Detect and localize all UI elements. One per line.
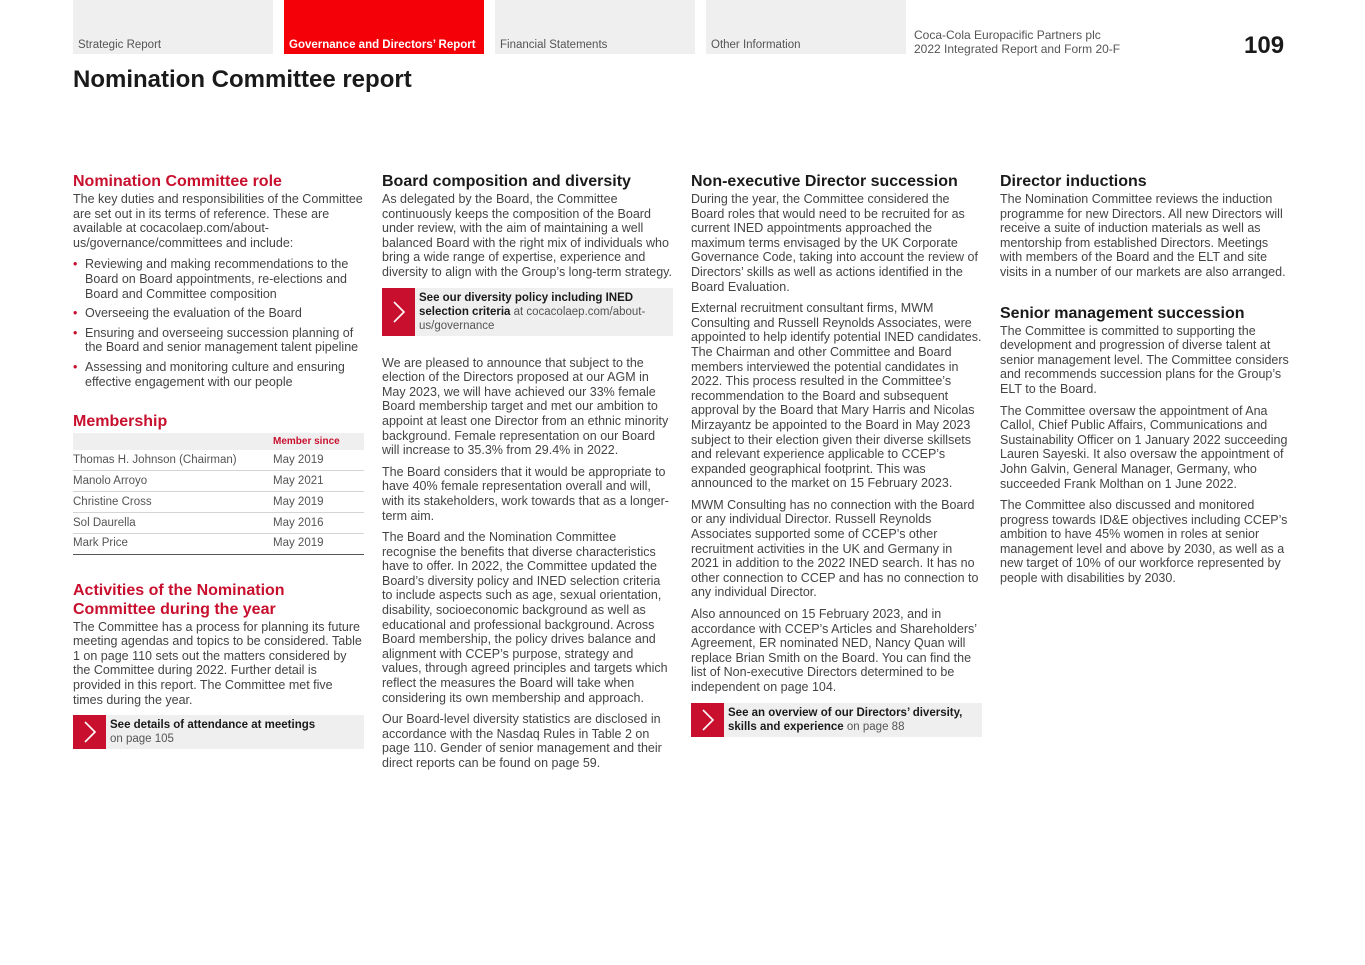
paragraph: During the year, the Committee considered the Board roles that would need to be recruited for as current INED appointments approached the maximum terms envisaged by the UK Corporate Governance Code, taking into account the review of Directors’ skills as well as actions identified in the Board Evaluation.: [691, 192, 978, 294]
tab-governance[interactable]: Governance and Directors’ Report: [284, 0, 484, 54]
section-tabs: [73, 0, 917, 54]
duties-list: [73, 257, 364, 389]
paragraph: MWM Consulting has no connection with the Board or any individual Director. Russell Reynolds Associates supported some of CCEP’s other recruitment activities in the UK and Germany in 2021 in addition to the 2022 INED search. It has no other connection to CCEP and has no connection to any individual Director.: [691, 497, 979, 600]
member-since-header: Member since: [273, 433, 364, 450]
chevron-right-icon: [691, 703, 724, 737]
page-title: Nomination Committee report: [73, 66, 412, 93]
column-4: [1000, 172, 1291, 593]
paragraph: The Nomination Committee reviews the induction programme for new Directors. All new Directors will receive a suite of induction materials as well as mentorship from established Directors. Meetings with members of the Board and the ELT and site visits in a number of our markets are also arranged.: [1000, 192, 1286, 279]
paragraph: The Board considers that it would be appropriate to have 40% female representation overall and will, with its stakeholders, work towards that as a longer-term aim.: [382, 464, 669, 523]
paragraph: The Committee oversaw the appointment of Ana Callol, Chief Public Affairs, Communications and Sustainability Officer on 1 January 2022 succeeding Lauren Sayeski. It also oversaw the appointment of John Galvin, General Manager, Germany, who succeeded Frank Molthan on 1 June 2022.: [1000, 403, 1288, 491]
paragraph: Our Board-level diversity statistics are disclosed in accordance with the Nasdaq Rules in Table 2 on page 110. Gender of senior management and their direct reports can be found on page 59.: [382, 712, 662, 770]
diversity-policy-link[interactable]: See our diversity policy including INED selection criteria at cocacolaep.com/about-us/governance: [382, 288, 673, 336]
list-item: • Assessing and monitoring culture and ensuring effective engagement with our people: [73, 360, 364, 389]
table-header-row: [73, 433, 364, 450]
list-item: • Overseeing the evaluation of the Board: [73, 306, 364, 321]
activities-text: The Committee has a process for planning its future meeting agendas and topics to be considered. Table 1 on page 110 sets out the matters considered by the Committee during 2022. Further detail is provided in this report. The Committee met five times during the year.: [73, 619, 362, 707]
page-number: 109: [1244, 32, 1285, 59]
chevron-right-icon: [382, 288, 415, 336]
role-heading: Nomination Committee role: [73, 173, 282, 190]
report-name: Coca-Cola Europacific Partners plc 2022 Integrated Report and Form 20-F: [914, 28, 1121, 56]
table-row: Thomas H. Johnson (Chairman) May 2019: [73, 450, 364, 471]
paragraph: The Committee is committed to supporting the development and progression of diverse talent at senior management level. The Committee considers and recommends succession plans for the Group’s ELT to the Board.: [1000, 323, 1289, 396]
tab-strategic-report[interactable]: Strategic Report: [73, 0, 273, 54]
membership-table: [73, 433, 364, 554]
table-row: Manolo Arroyo May 2021: [73, 471, 364, 492]
directors-diversity-link[interactable]: See an overview of our Directors’ diversity, skills and experience on page 88: [691, 703, 982, 737]
director-inductions-heading: Director inductions: [1000, 173, 1147, 190]
column-1: [73, 172, 364, 759]
table-row: Sol Daurella May 2016: [73, 513, 364, 534]
paragraph: We are pleased to announce that subject to the election of the Directors proposed at our AGM in May 2023, we will have achieved our 33% female Board membership target and met our ambition to appoint at least one Director from an ethnic minority background. Female representation on our Board will increase to 35.3% from 29.4% in 2022.: [382, 355, 669, 458]
tab-other-information[interactable]: Other Information: [706, 0, 906, 54]
chevron-right-icon: [73, 715, 106, 749]
table-row: Mark Price May 2019: [73, 533, 364, 554]
senior-succession-heading: Senior management succession: [1000, 304, 1245, 322]
role-text: The key duties and responsibilities of the Committee are set out in its terms of reference. These are available at cocacolaep.com/about-us/governance/committees and include:: [73, 192, 363, 250]
paragraph: As delegated by the Board, the Committee continuously keeps the composition of the Board under review, with the aim of maintaining a well balanced Board with the right mix of individuals who bring a wide range of expertise, experience and diversity to align with the Group’s long-term strategy.: [382, 192, 672, 279]
list-item: • Reviewing and making recommendations to the Board on Board appointments, re-elections and Board and Committee composition: [73, 257, 364, 301]
ned-succession-heading: Non-executive Director succession: [691, 173, 958, 190]
paragraph: The Committee also discussed and monitored progress towards ID&E objectives including CCEP’s ambition to have 45% women in roles at senior management level and above by 2030, as well as a new target of 10% of our workforce represented by people with disabilities by 2030.: [1000, 498, 1288, 586]
activities-heading: Activities of the Nomination Committee during the year: [73, 581, 285, 618]
column-3: [691, 172, 982, 747]
column-2: [382, 172, 673, 778]
list-item: • Ensuring and overseeing succession planning of the Board and senior management talent pipeline: [73, 326, 364, 355]
attendance-link[interactable]: See details of attendance at meetings on page 105: [73, 715, 364, 749]
board-composition-heading: Board composition and diversity: [382, 173, 631, 190]
membership-heading: Membership: [73, 413, 168, 431]
tab-financial-statements[interactable]: Financial Statements: [495, 0, 695, 54]
paragraph: External recruitment consultant firms, MWM Consulting and Russell Reynolds Associates, were appointed to help identify potential INED candidates. The Chairman and other Committee and Board members interviewed the potential candidates in 2022. This process resulted in the Committee’s recommendation to the Board and subsequent approval by the Board that Mary Harris and Nicolas Mirzayantz be appointed to the Board in May 2023 subject to their election given their diverse skillsets and relevant experience applicable to CCEP’s expanded geographical footprint. This was announced to the market on 15 February 2023.: [691, 301, 982, 491]
paragraph: The Board and the Nomination Committee recognise the benefits that diverse characteristics have to offer. In 2022, the Committee updated the Board’s diversity policy and INED selection criteria to include aspects such as age, sexual orientation, disability, socioeconomic background as well as educational and professional background. Across Board membership, the policy drives balance and alignment with CCEP’s purpose, strategy and values, through agreed principles and targets which reflect the measures the Board will take when considering its own membership and approach.: [382, 530, 668, 705]
paragraph: Also announced on 15 February 2023, and in accordance with CCEP’s Articles and Shareholders’ Agreement, ER nominated NED, Nancy Quan will replace Brian Smith on the Board. You can find the list of Non-executive Directors determined to be independent on page 104.: [691, 607, 977, 694]
table-row: Christine Cross May 2019: [73, 492, 364, 513]
